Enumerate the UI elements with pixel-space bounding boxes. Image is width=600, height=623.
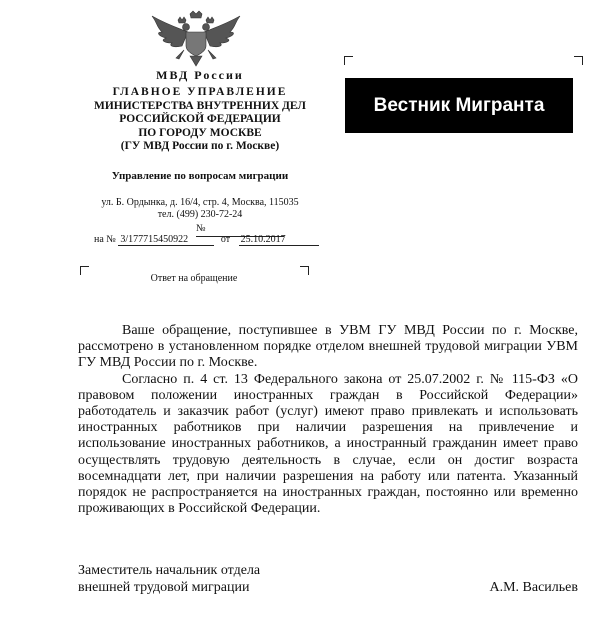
brand-box: Вестник Мигранта — [345, 78, 573, 133]
letter-body — [78, 323, 578, 517]
department-name: Управление по вопросам миграции — [111, 170, 289, 182]
signer-name: А.М. Васильев — [489, 580, 578, 595]
signature-block — [78, 562, 578, 596]
phone-line: тел. (499) 230-72-24 — [157, 209, 243, 220]
title-line: МИНИСТЕРСТВА ВНУТРЕННИХ ДЕЛ — [93, 99, 307, 112]
signer-position-line: Заместитель начальник отдела — [78, 563, 261, 578]
main-directorate-title — [70, 86, 330, 154]
address-line: ул. Б. Ордынка, д. 16/4, стр. 4, Москва, 115035 — [101, 197, 299, 208]
reference-line — [94, 234, 319, 246]
title-line: ГЛАВНОЕ УПРАВЛЕНИЕ — [112, 86, 288, 98]
title-line: ПО ГОРОДУ МОСКВЕ — [138, 126, 262, 139]
reply-label: Ответ на обращение — [150, 273, 238, 284]
eagle-emblem-icon — [148, 10, 244, 68]
corner-mark — [344, 56, 353, 65]
title-line: (ГУ МВД России по г. Москве) — [120, 140, 280, 152]
title-line: РОССИЙСКОЙ ФЕДЕРАЦИИ — [119, 113, 281, 125]
ref-prefix: на № — [94, 234, 116, 245]
body-paragraph: Ваше обращение, поступившее в УВМ ГУ МВД России по г. Москве, рассмотрено в установленном порядке отделом внешней трудовой миграции УВМ ГУ МВД России по г. Москве. — [78, 323, 578, 371]
ministry-short-name: МВД России — [156, 68, 244, 82]
number-symbol: № — [196, 223, 206, 234]
address-block — [70, 197, 330, 221]
ref-number: 3/177715450922 — [118, 234, 214, 246]
signer-position-line: внешней трудовой миграции — [78, 580, 250, 595]
body-paragraph: Согласно п. 4 ст. 13 Федерального закона от 25.07.2002 г. № 115-ФЗ «О правовом положении иностранных граждан в Российской Федерации» работодатель и заказчик работ (услуг) имеют право привлекать и использовать иностранных работников при наличии разрешения на привлечение и использование иностранных работников, а иностранный гражданин имеет право осуществлять трудовую деятельность в случае, если он достиг возраста восемнадцати лет, при наличии разрешения на работу или патента. Указанный порядок не распространяется на иностранных граждан, постоянно или временно проживающих в Российской Федерации. — [78, 371, 578, 517]
ref-mid: от — [220, 234, 231, 245]
ref-date: 25.10.2017 — [239, 234, 319, 246]
corner-mark — [574, 56, 583, 65]
